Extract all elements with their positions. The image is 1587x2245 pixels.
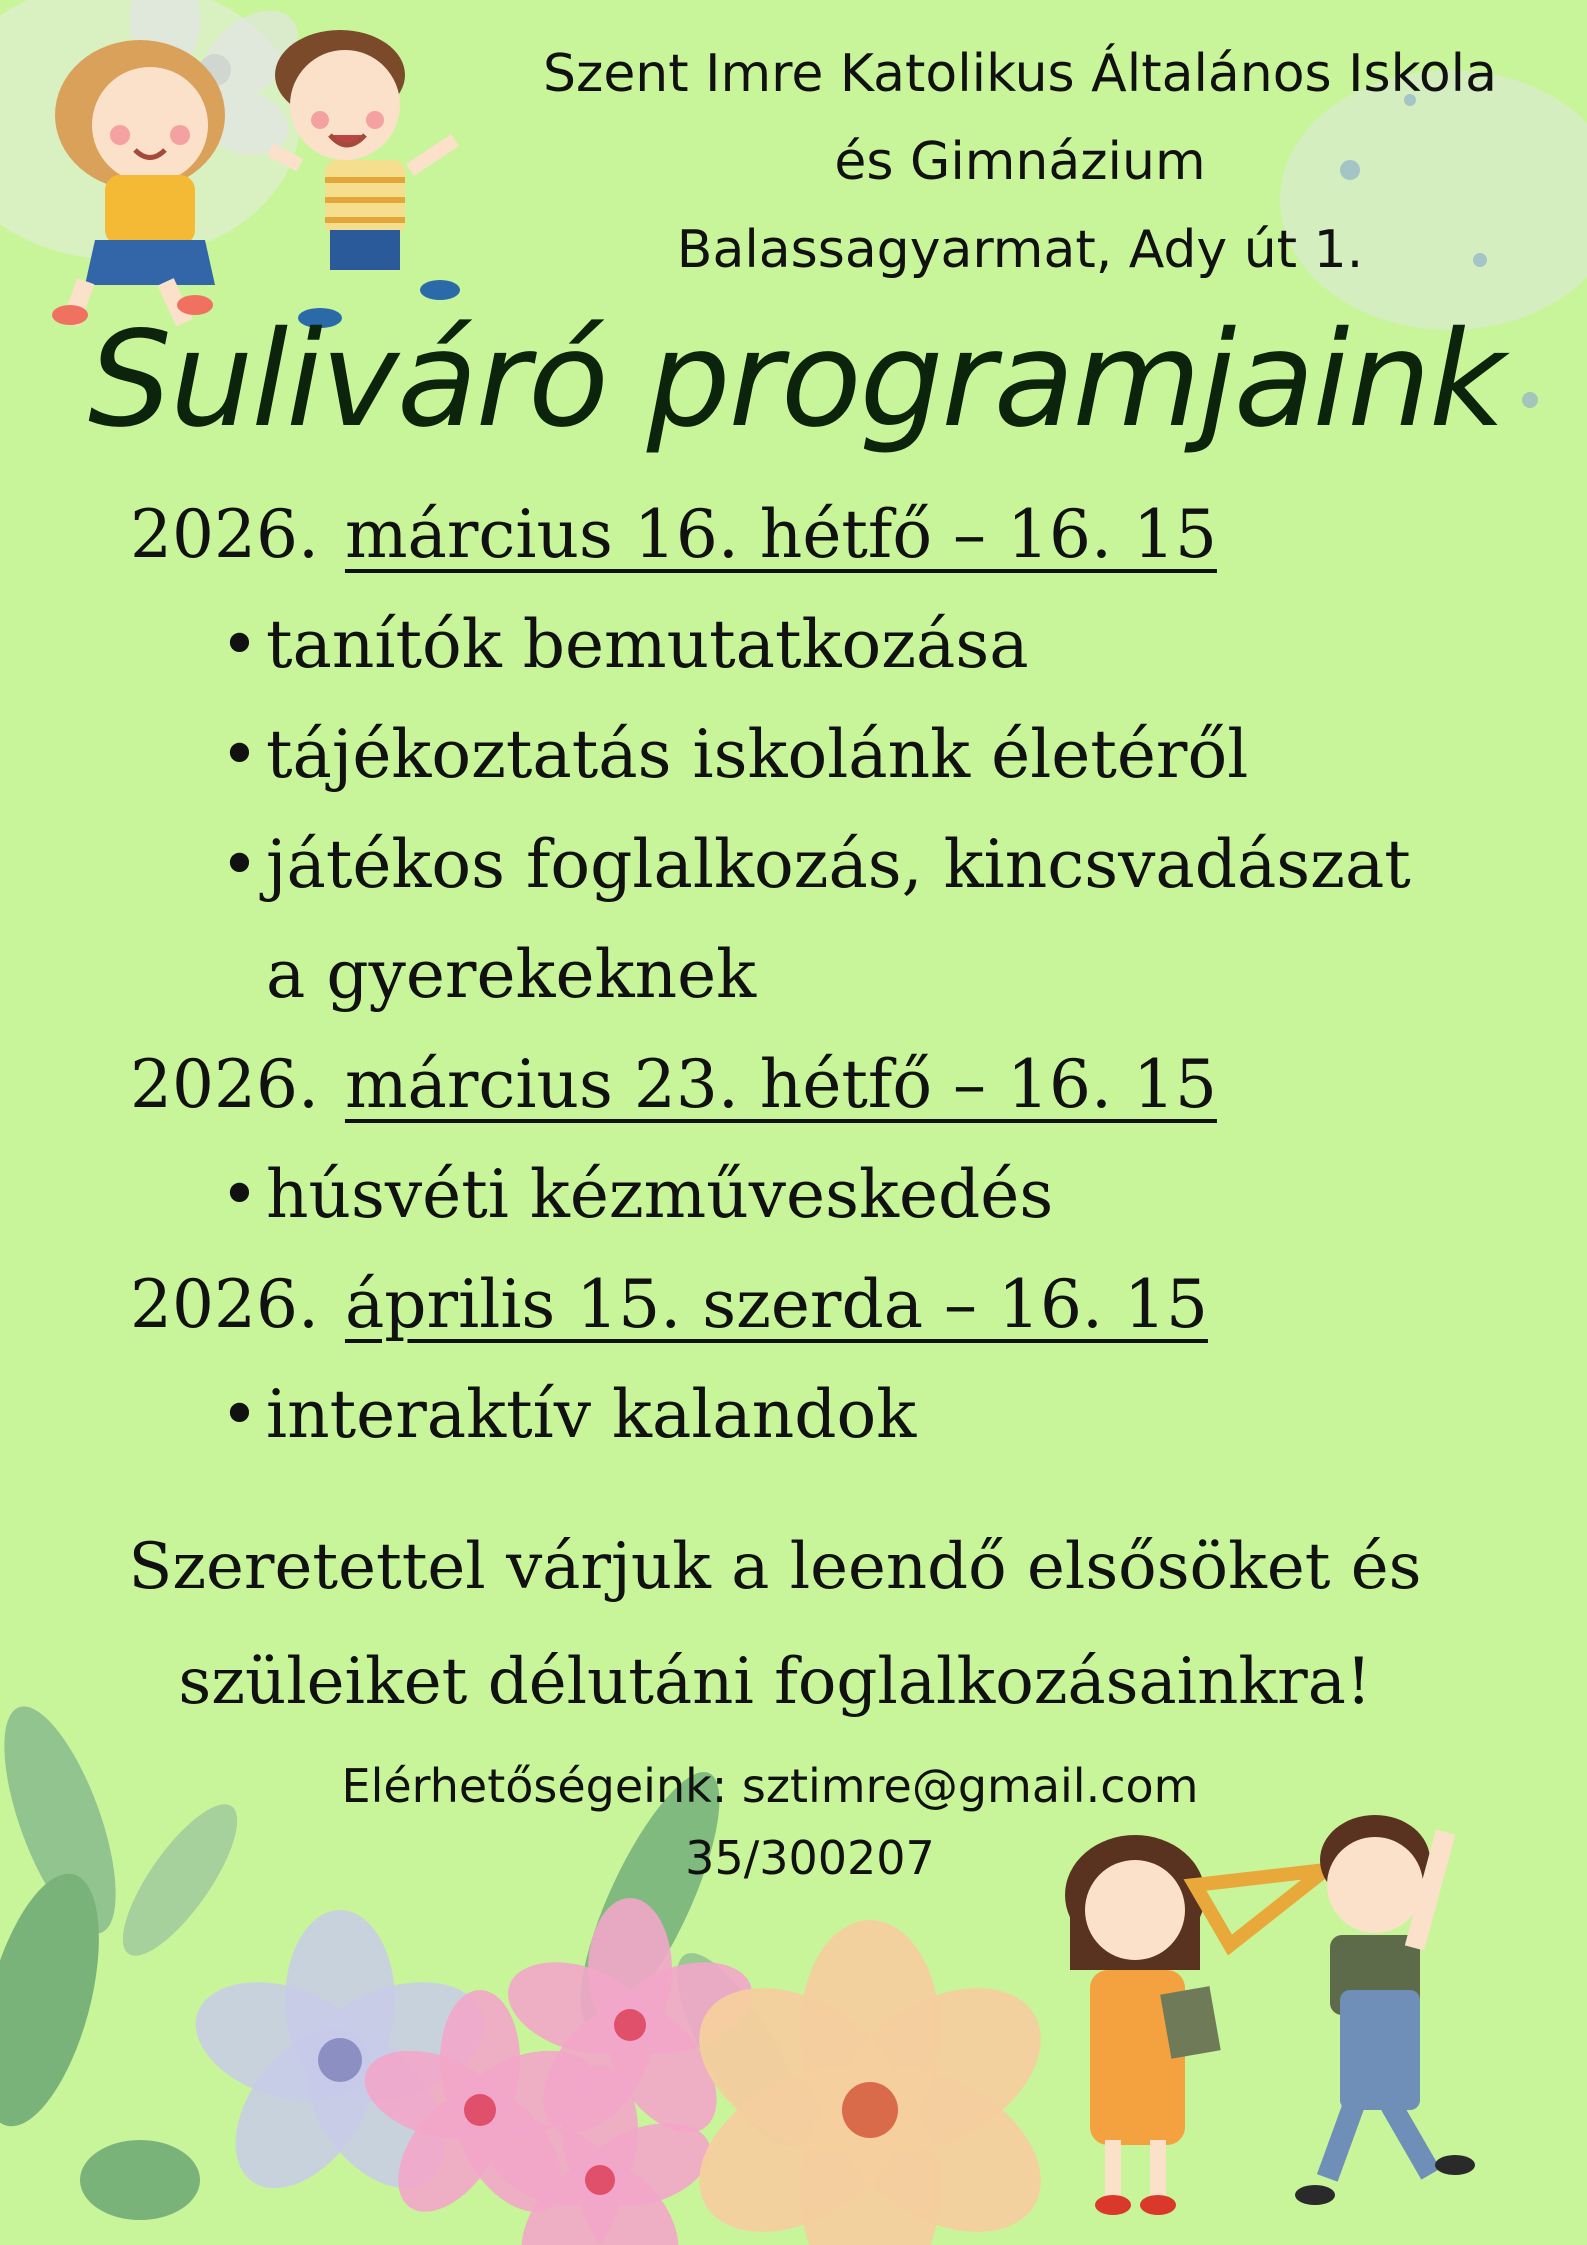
closing-message [60, 1510, 1490, 1740]
closing-line2: szüleiket délutáni foglalkozásainkra! [178, 1645, 1372, 1719]
school-name-line2: és Gimnázium [834, 132, 1206, 192]
contact-phone: 35/300207 [685, 1831, 935, 1885]
event-2 [130, 1030, 1430, 1250]
event-date [130, 1030, 1430, 1140]
list-item: • tájékoztatás iskolánk életéről [220, 700, 1430, 810]
school-address: Balassagyarmat, Ady út 1. [676, 220, 1364, 280]
school-header [470, 30, 1570, 294]
event-3 [130, 1250, 1430, 1470]
event-when: március 23. hétfő – 16. 15 [344, 1046, 1217, 1123]
event-date [130, 1250, 1430, 1360]
event-items [130, 1360, 1430, 1470]
event-date [130, 480, 1430, 590]
list-item: • húsvéti kézműveskedés [220, 1140, 1430, 1250]
event-1 [130, 480, 1430, 1030]
event-year: 2026. [130, 1266, 319, 1343]
page-title: Suliváró programjaink [88, 303, 1504, 457]
event-year: 2026. [130, 496, 319, 573]
list-item: • interaktív kalandok [220, 1360, 1430, 1470]
school-name-line1: Szent Imre Katolikus Általános Iskola [543, 44, 1497, 104]
event-year: 2026. [130, 1046, 319, 1123]
contact-email: Elérhetőségeink: sztimre@gmail.com [341, 1759, 1199, 1813]
list-item: • játékos foglalkozás, kincsvadászat a gyerekeknek [220, 810, 1430, 1030]
program-list [130, 480, 1430, 1470]
event-when: március 16. hétfő – 16. 15 [344, 496, 1217, 573]
event-items [130, 590, 1430, 1030]
contact-info [320, 1750, 1220, 1894]
boy-illustration-icon [270, 30, 460, 328]
list-item: • tanítók bemutatkozása [220, 590, 1430, 700]
event-when: április 15. szerda – 16. 15 [344, 1266, 1208, 1343]
paint-dot [1522, 392, 1538, 408]
event-items [130, 1140, 1430, 1250]
closing-line1: Szeretettel várjuk a leendő elsősöket és [128, 1530, 1422, 1604]
